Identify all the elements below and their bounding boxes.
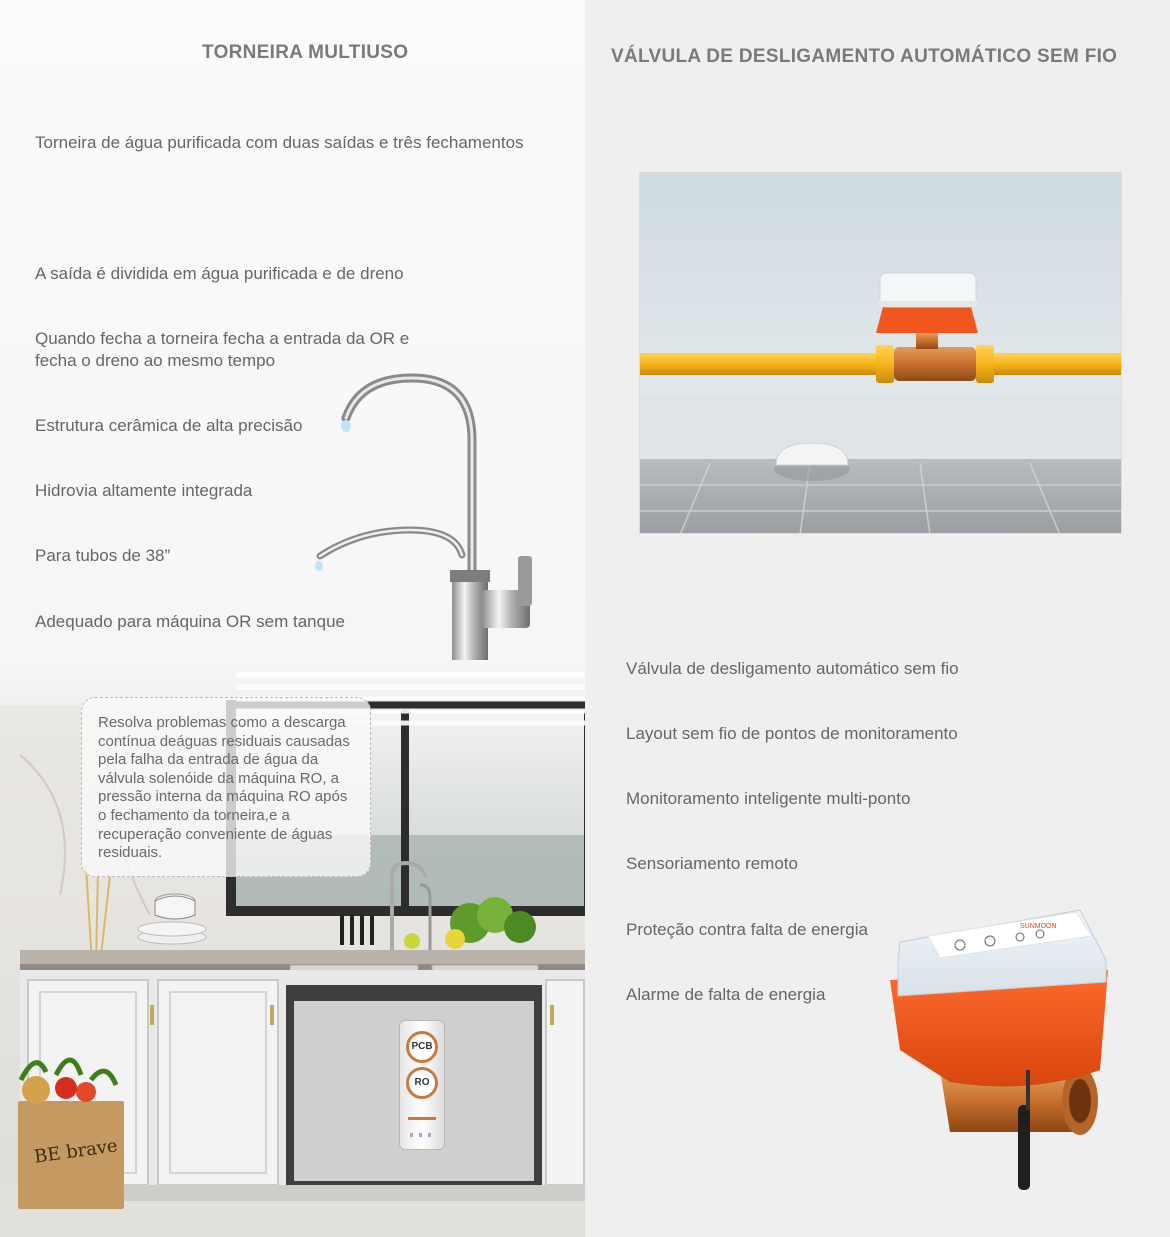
bag-text: BE brave [32,1135,119,1168]
callout-line: Resolva problemas como a descarga [98,714,346,731]
grocery-bag [18,1101,124,1209]
right-feature: Sensoriamento remoto [626,854,798,873]
filter-pcb-label: PCB [406,1031,438,1063]
callout-box [81,697,371,877]
valve-icon [876,273,978,333]
right-feature: Layout sem fio de pontos de monitoramento [626,724,958,743]
callout-line: pela falha da entrada de água da [98,751,319,769]
left-feature: Adequado para máquina OR sem tanque [35,612,345,631]
right-title: VÁLVULA DE DESLIGAMENTO AUTOMÁTICO SEM FIO [611,46,1118,67]
sensor-icon [774,443,850,481]
valve-scene [639,172,1122,534]
callout-line: residuais. [98,844,163,862]
callout-line: o fechamento da torneira,e a [98,806,290,824]
callout-line: contínua deáguas residuais causadas [98,732,350,750]
right-feature: Monitoramento inteligente multi-ponto [626,789,911,808]
left-subtitle: Torneira de água purificada com duas saídas e três fechamentos [35,133,524,152]
left-feature: fecha o dreno ao mesmo tempo [35,351,276,370]
callout-line: recuperação conveniente de águas [98,825,333,843]
right-feature: Válvula de desligamento automático sem fio [626,659,959,678]
svg-text:SUNMOON: SUNMOON [1020,923,1057,930]
filter-ro-label: RO [406,1067,438,1099]
left-title: TORNEIRA MULTIUSO [202,42,409,63]
left-feature: Estrutura cerâmica de alta precisão [35,416,303,435]
left-feature: Quando fecha a torneira fecha a entrada da OR e [35,329,410,348]
valve-product-icon [880,900,1120,1200]
callout-line: pressão interna da máquina RO após [98,788,348,806]
left-feature: Hidrovia altamente integrada [35,481,253,500]
filter-icon [399,1020,445,1150]
left-feature: Para tubos de 38” [35,546,171,565]
callout-line: válvula solenóide da máquina RO, a [98,769,339,787]
faucet-icon [300,370,550,660]
right-feature: Alarme de falta de energia [626,985,826,1004]
left-feature: A saída é dividida em água purificada e de dreno [35,264,404,283]
right-feature: Proteção contra falta de energia [626,920,868,939]
